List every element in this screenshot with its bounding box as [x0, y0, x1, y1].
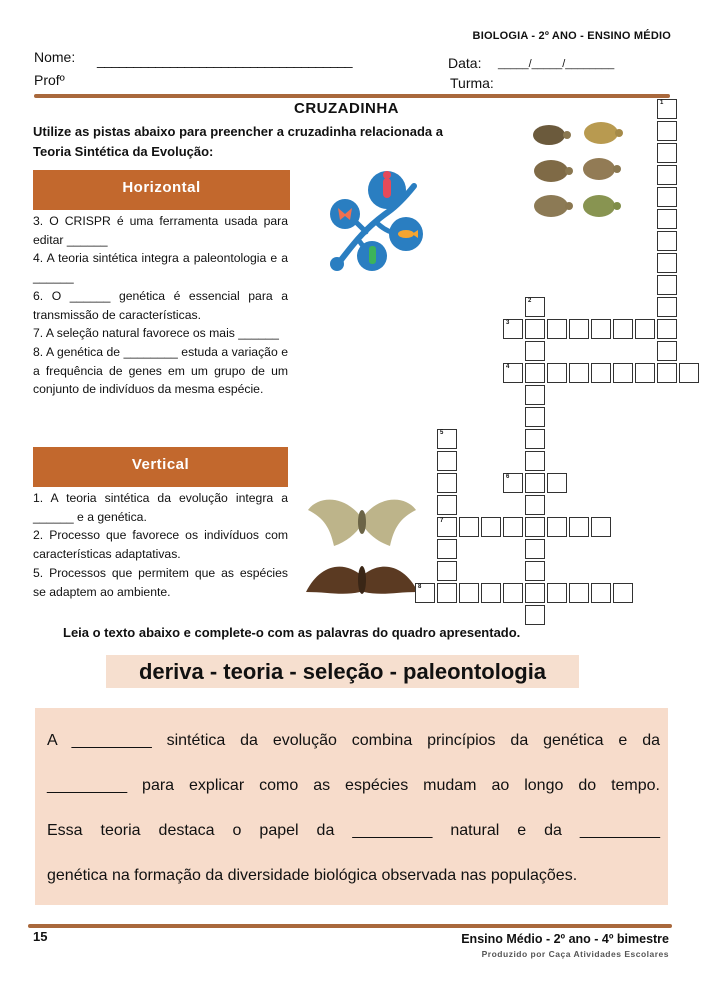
- crossword-cell[interactable]: [547, 517, 567, 537]
- crossword-cell[interactable]: [525, 517, 545, 537]
- crossword-cell[interactable]: [525, 385, 545, 405]
- crossword-cell[interactable]: [525, 561, 545, 581]
- crossword-cell[interactable]: [547, 583, 567, 603]
- crossword-cell[interactable]: [613, 583, 633, 603]
- clue-v2: 2. Processo que favorece os indivíduos com características adaptativas.: [33, 528, 288, 562]
- crossword-cell[interactable]: [525, 407, 545, 427]
- fill-in-text-box: [35, 708, 668, 905]
- crossword-cell[interactable]: [503, 517, 523, 537]
- crossword-cell[interactable]: [437, 539, 457, 559]
- crossword-cell[interactable]: [525, 539, 545, 559]
- crossword-clue-number: 8: [418, 584, 422, 590]
- crossword-cell[interactable]: [569, 517, 589, 537]
- crossword-cell[interactable]: [657, 165, 677, 185]
- clue-v5: 5. Processos que permitem que as espécies se adaptem ao ambiente.: [33, 565, 288, 599]
- paragraph-line: Essa teoria destaca o papel da _________ natural e da _________: [47, 822, 660, 839]
- crossword-cell[interactable]: [657, 143, 677, 163]
- crossword-cell[interactable]: [437, 583, 457, 603]
- crossword-clue-number: 7: [440, 518, 444, 524]
- crossword-cell[interactable]: [591, 363, 611, 383]
- crossword-cell[interactable]: [525, 605, 545, 625]
- crossword-cell[interactable]: [613, 363, 633, 383]
- horizontal-banner: Horizontal: [33, 170, 290, 210]
- crossword-cell[interactable]: [437, 561, 457, 581]
- complete-instruction: Leia o texto abaixo e complete-o com as palavras do quadro apresentado.: [63, 625, 521, 640]
- crossword-cell[interactable]: [525, 583, 545, 603]
- class-label: Turma:: [450, 75, 494, 91]
- crossword-cell[interactable]: [459, 517, 479, 537]
- footer-level: Ensino Médio - 2º ano - 4º bimestre: [461, 932, 669, 946]
- crossword-clue-number: 2: [528, 298, 532, 304]
- crossword-cell[interactable]: [437, 495, 457, 515]
- crossword-cell[interactable]: [569, 363, 589, 383]
- footer-credit: Produzido por Caça Atividades Escolares: [481, 949, 669, 959]
- crossword-cell[interactable]: [657, 297, 677, 317]
- crossword-cell[interactable]: [657, 231, 677, 251]
- crossword-cell[interactable]: [657, 253, 677, 273]
- clue-v1: 1. A teoria sintética da evolução integra a ______ e a genética.: [33, 491, 288, 524]
- crossword-cell[interactable]: [481, 583, 501, 603]
- clue-h4: 4. A teoria sintética integra a paleontologia e a ______: [33, 251, 288, 285]
- crossword-cell[interactable]: [591, 583, 611, 603]
- crossword-cell[interactable]: [657, 209, 677, 229]
- crossword-clue-number: 6: [506, 474, 510, 480]
- footer-rule: [28, 924, 672, 928]
- crossword-cell[interactable]: [437, 473, 457, 493]
- crossword-cell[interactable]: [635, 319, 655, 339]
- crossword-cell[interactable]: [657, 121, 677, 141]
- instructions: Utilize as pistas abaixo para preencher a cruzadinha relacionada a Teoria Sintética da Evolução:: [33, 124, 443, 159]
- crossword-cell[interactable]: [657, 341, 677, 361]
- clue-h6: 6. O ______ genética é essencial para a transmissão de características.: [33, 288, 288, 322]
- crossword-cell[interactable]: [679, 363, 699, 383]
- paragraph-line: genética na formação da diversidade biológica observada nas populações.: [47, 867, 578, 884]
- date-field[interactable]: _____/_____/________: [498, 58, 615, 70]
- crossword-cell[interactable]: [459, 583, 479, 603]
- crossword-clue-number: 4: [506, 364, 510, 370]
- crossword-cell[interactable]: [547, 363, 567, 383]
- subject-header: BIOLOGIA - 2º ANO - ENSINO MÉDIO: [472, 30, 671, 42]
- date-label: Data:: [448, 55, 482, 71]
- crossword-cell[interactable]: [525, 363, 545, 383]
- page-title: CRUZADINHA: [294, 100, 399, 117]
- crossword-cell[interactable]: [481, 517, 501, 537]
- crossword-cell[interactable]: [569, 583, 589, 603]
- page-number: 15: [33, 929, 48, 944]
- crossword-cell[interactable]: [657, 275, 677, 295]
- crossword-clue-number: 1: [660, 100, 664, 106]
- crossword-cell[interactable]: [525, 429, 545, 449]
- crossword-cell[interactable]: [525, 341, 545, 361]
- crossword-cell[interactable]: [591, 517, 611, 537]
- crossword-cell[interactable]: [525, 319, 545, 339]
- crossword-cell[interactable]: [657, 319, 677, 339]
- crossword-cell[interactable]: [569, 319, 589, 339]
- teacher-label: Profº: [34, 72, 65, 88]
- crossword-cell[interactable]: [657, 187, 677, 207]
- word-bank: deriva - teoria - seleção - paleontologia: [106, 655, 579, 688]
- crossword-cell[interactable]: [503, 583, 523, 603]
- name-field[interactable]: ___________________________________: [97, 52, 353, 68]
- crossword-cell[interactable]: [525, 451, 545, 471]
- crossword-clue-number: 5: [440, 430, 444, 436]
- crossword-cell[interactable]: [525, 495, 545, 515]
- clue-h7: 7. A seleção natural favorece os mais ______: [33, 326, 279, 341]
- crossword-cell[interactable]: [635, 363, 655, 383]
- clue-h3: 3. O CRISPR é uma ferramenta usada para editar ______: [33, 214, 288, 247]
- crossword-cell[interactable]: [547, 473, 567, 493]
- paragraph-line: A _________ sintética da evolução combina princípios da genética e da: [47, 732, 660, 749]
- crossword-cell[interactable]: [525, 473, 545, 493]
- name-label: Nome:: [34, 49, 76, 65]
- paragraph-line: _________ para explicar como as espécies mudam ao longo do tempo.: [47, 777, 660, 794]
- fill-in-paragraph: [47, 718, 660, 898]
- vertical-banner: Vertical: [33, 447, 288, 487]
- crossword-cell[interactable]: [547, 319, 567, 339]
- crossword-cell[interactable]: [657, 363, 677, 383]
- clue-h8: 8. A genética de ________ estuda a variação e a frequência de genes em um grupo de um conjunto de indivíduos da mesma espécie.: [33, 344, 288, 397]
- crossword-cell[interactable]: [613, 319, 633, 339]
- crossword-clue-number: 3: [506, 320, 510, 326]
- crossword-cell[interactable]: [437, 451, 457, 471]
- crossword-cell[interactable]: [591, 319, 611, 339]
